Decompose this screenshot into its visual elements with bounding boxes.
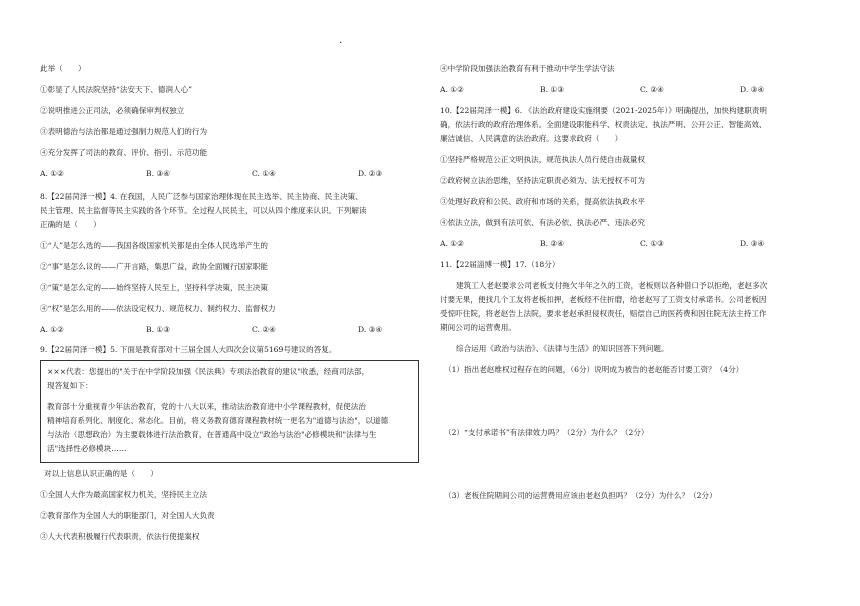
q7-item-2: ②说明推进公正司法，必须确保审判权独立 [40, 106, 185, 115]
q7-option-c: C. ①④ [252, 169, 276, 178]
reply-line-5: 与法治（思想政治）为主要载体进行法治教育，在普通高中设立"政治与法治"必修模块和"法律与生 [47, 430, 377, 439]
q11-para-line-1: 建筑工人老赵要求公司老板支付拖欠半年之久的工资，老板则以各种借口予以拒绝，老赵多次 [456, 281, 768, 290]
reply-line-3: 教育部十分重视青少年法治教育，党的十八大以来，推动法治教育进中小学课程教材，促使法治 [47, 402, 366, 411]
q8-option-b: B. ①③ [146, 325, 171, 334]
q7-item-3: ③表明德治与法治都是通过强制力规范人们的行为 [40, 127, 208, 136]
q11-para-line-3: 受惊吓住院，将老赵告上法院，要求老赵承担侵权责任，赔偿自己的医药费和因住院无法主持工作 [440, 309, 767, 318]
q11-para-line-2: 讨要无果，便找几个工友将老板扣押，老板经不住折磨，给老赵写了工资支付承诺书。公司老板因 [440, 295, 767, 304]
q9-item-2: ②教育部作为全国人大的职能部门，对全国人大负责 [40, 511, 215, 520]
reply-line-2: 现答复如下： [47, 381, 93, 390]
q8-item-4: ④“权”是怎么用的——依法设定权力、规范权力、制约权力、监督权力 [40, 304, 276, 313]
q8-option-d: D. ③④ [358, 325, 383, 334]
q8-item-2: ②“事”是怎么议的——广开言路，集思广益，政协全面履行国家职能 [40, 262, 268, 271]
q10-stem-line-2: 确，依法行政的政府治理体系。全面建设职能科学、权责法定、执法严明、公开公正、智能高效、 [440, 120, 767, 129]
q7-item-1: ①彰显了人民法院坚持“法安天下、德润人心” [40, 85, 193, 94]
q10-stem-line-3: 廉洁诚信、人民满意的法治政府。这要求政府（ ） [440, 134, 623, 143]
q10-option-c: C. ①③ [640, 239, 664, 248]
q10-stem-line-1: 10.【22届菏泽一模】6. 《法治政府建设实施纲要（2021-2025年）》明确提出，加快构建职责明 [440, 106, 767, 115]
q10-item-3: ③处理好政府和公民、政府和市场的关系，提高依法执政水平 [440, 197, 646, 206]
q9-item-1: ①全国人大作为最高国家权力机关，坚持民主立法 [40, 490, 208, 499]
q10-item-2: ②政府树立法治思维，坚持法定职责必须为、法无授权不可为 [440, 176, 646, 185]
header-mark: . [339, 35, 343, 46]
q9-stem: 9.【22届菏泽一模】5. 下面是教育部对十三届全国人大四次会议第5169号建议的答复。 [40, 345, 337, 354]
q8-option-a: A. ①② [40, 325, 64, 334]
q7-option-a: A. ①② [40, 169, 64, 178]
reply-line-4: 精神培育系列化、制度化、常态化。目前，将义务教育德育课程教材统一更名为"道德与法治"，以道德 [47, 416, 389, 425]
q10-option-d: D. ③④ [740, 239, 765, 248]
q9-option-b: B. ①③ [540, 85, 565, 94]
q9-option-d: D. ③④ [740, 85, 765, 94]
q7-option-d: D. ②③ [358, 169, 383, 178]
q11-subquestion-1: （1）指出老赵维权过程存在的问题，（6分）说明成为被告的老赵能否讨要工资？（4分） [444, 365, 744, 374]
reply-line-1: ×××代表：您提出的"关于在中学阶段加强《民法典》专项法治教育的建议"收悉，经商司法部， [47, 367, 370, 376]
q8-item-1: ①“人”是怎么选的——我国各级国家机关都是由全体人民选举产生的 [40, 241, 268, 250]
q10-option-a: A. ①② [440, 239, 464, 248]
q10-item-4: ④依法立法，做到有法可依、有法必依、执法必严、违法必究 [440, 218, 646, 227]
q10-item-1: ①坚持严格规范公正文明执法，规范执法人员行使自由裁量权 [440, 155, 646, 164]
q9-item-4: ④中学阶段加强法治教育有利于推动中学生学法守法 [440, 64, 615, 73]
q7-item-4: ④充分发挥了司法的教育、评价、指引、示范功能 [40, 148, 208, 157]
q11-para-line-4: 期间公司的运营费用。 [440, 323, 516, 332]
q9-after-box: 对以上信息认识正确的是（ ） [44, 469, 158, 478]
q9-option-c: C. ②④ [640, 85, 664, 94]
q10-option-b: B. ②④ [540, 239, 565, 248]
q8-stem-line-3: 正确的是（ ） [40, 220, 101, 229]
q11-instruction: 综合运用《政治与法治》、《法律与生活》的知识回答下列问题。 [456, 344, 669, 353]
reply-letter-box [40, 360, 419, 463]
q8-stem-line-1: 8.【22届菏泽一模】4. 在我国，人民广泛参与国家治理体现在民主选举、民主协商、民主决策、 [40, 192, 363, 201]
q9-option-a: A. ①② [440, 85, 464, 94]
q11-subquestion-3: （3）老板住院期间公司的运营费用应该由老赵负担吗？（2分）为什么？（2分） [444, 491, 717, 500]
q7-option-b: B. ③④ [146, 169, 171, 178]
reply-line-6: 活"选择性必修模块…… [47, 444, 127, 453]
q8-stem-line-2: 民主管理、民主监督等民主实践的各个环节。全过程人民民主，可以从四个维度来认识。下列解读 [40, 206, 367, 215]
q8-option-c: C. ②④ [252, 325, 276, 334]
q8-item-3: ③“策”是怎么定的——始终坚持人民至上，坚持科学决策，民主决策 [40, 283, 268, 292]
q11-subquestion-2: （2）“支付承诺书”有法律效力吗？（2分）为什么？（2分） [444, 428, 649, 437]
q7-stem: 此举（ ） [40, 64, 86, 73]
q9-item-3: ③人大代表积极履行代表职责，依法行使提案权 [40, 532, 200, 541]
q11-stem: 11.【22届淄博一模】17.（18分） [440, 260, 560, 269]
